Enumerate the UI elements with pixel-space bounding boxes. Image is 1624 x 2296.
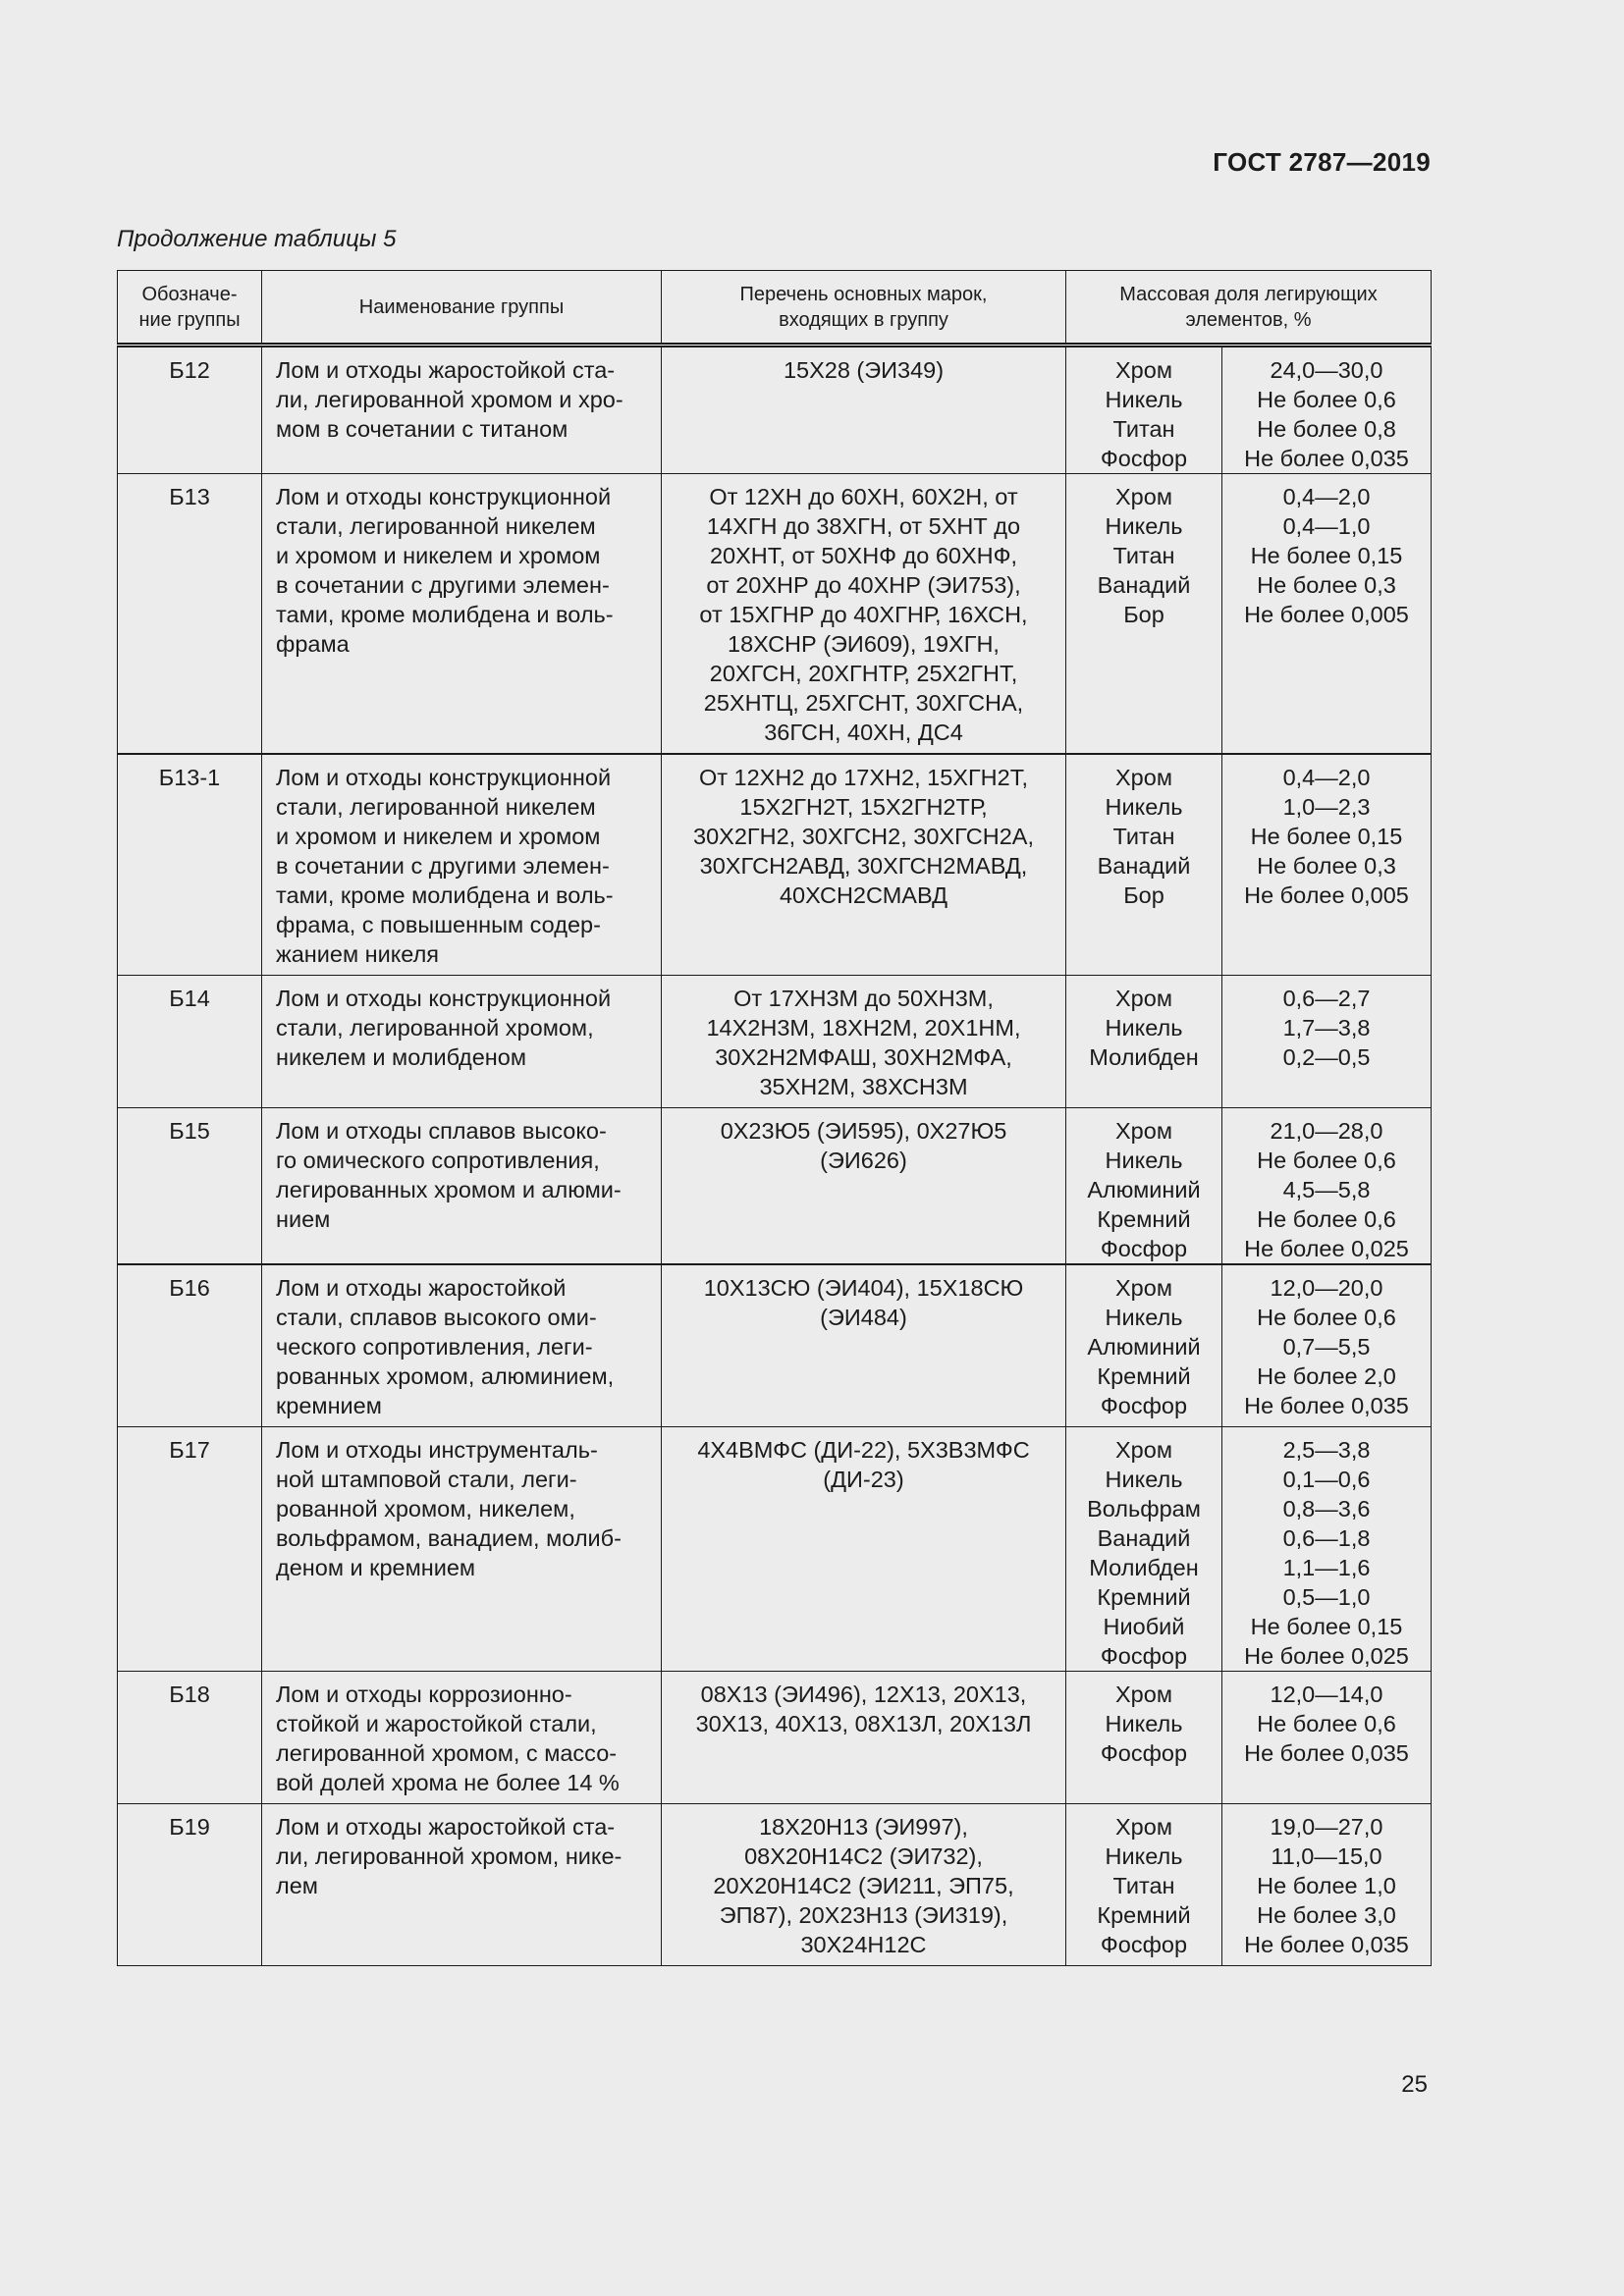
steel-grades-cell: 4Х4ВМФС (ДИ-22), 5Х3В3МФС (ДИ-23) [662, 1427, 1066, 1672]
steel-grades-cell: От 17ХН3М до 50ХН3М, 14Х2Н3М, 18ХН2М, 20Х1НМ, 30Х2Н2МФАШ, 30ХН2МФА, 35ХН2М, 38ХСН3М [662, 976, 1066, 1108]
document-number: ГОСТ 2787—2019 [1213, 147, 1431, 177]
table-header-row [118, 271, 1432, 346]
group-name-cell: Лом и отходы жаростойкой ста- ли, легированной хромом и хро- мом в сочетании с титаном [262, 346, 662, 474]
group-name-cell: Лом и отходы конструкционной стали, легированной никелем и хромом и никелем и хромом в сочетании с другими элемен- тами, кроме молибдена и воль- фрама, с повышенным содер- жанием никеля [262, 754, 662, 976]
steel-grades-cell: От 12ХН до 60ХН, 60Х2Н, от 14ХГН до 38ХГН, от 5ХНТ до 20ХНТ, от 50ХНФ до 60ХНФ, от 20ХНР до 40ХНР (ЭИ753), от 15ХГНР до 40ХГНР, 16ХСН, 18ХСНР (ЭИ609), 19ХГН, 20ХГСН, 20ХГНТР, 25Х2ГНТ, 25ХНТЦ, 25ХГСНТ, 30ХГСНА, 36ГСН, 40ХН, ДС4 [662, 474, 1066, 755]
alloying-elements-cell: Хром Никель Молибден [1066, 976, 1222, 1108]
group-code-cell: Б15 [118, 1108, 262, 1265]
group-code-cell: Б17 [118, 1427, 262, 1672]
group-code-cell: Б14 [118, 976, 262, 1108]
table-row [118, 1672, 1432, 1804]
page-number: 25 [1401, 2071, 1428, 2098]
group-code-cell: Б13-1 [118, 754, 262, 976]
alloying-values-cell: 2,5—3,8 0,1—0,6 0,8—3,6 0,6—1,8 1,1—1,6 0,5—1,0 Не более 0,15 Не более 0,025 [1222, 1427, 1432, 1672]
table-caption: Продолжение таблицы 5 [117, 226, 397, 252]
table-body [118, 346, 1432, 1966]
alloying-elements-cell: Хром Никель Титан Фосфор [1066, 346, 1222, 474]
table-row [118, 1804, 1432, 1966]
steel-grades-cell: 0Х23Ю5 (ЭИ595), 0Х27Ю5 (ЭИ626) [662, 1108, 1066, 1265]
column-header-name: Наименование группы [262, 271, 662, 346]
alloying-elements-cell: Хром Никель Титан Кремний Фосфор [1066, 1804, 1222, 1966]
steel-grades-cell: От 12ХН2 до 17ХН2, 15ХГН2Т, 15Х2ГН2Т, 15Х2ГН2ТР, 30Х2ГН2, 30ХГСН2, 30ХГСН2А, 30ХГСН2АВД, 30ХГСН2МАВД, 40ХСН2СМАВД [662, 754, 1066, 976]
column-header-code: Обозначе- ние группы [118, 271, 262, 346]
group-code-cell: Б13 [118, 474, 262, 755]
steel-grades-cell: 10Х13СЮ (ЭИ404), 15Х18СЮ (ЭИ484) [662, 1264, 1066, 1427]
alloying-values-cell: 12,0—14,0 Не более 0,6 Не более 0,035 [1222, 1672, 1432, 1804]
group-name-cell: Лом и отходы жаростойкой стали, сплавов высокого оми- ческого сопротивления, леги- рованных хромом, алюминием, кремнием [262, 1264, 662, 1427]
steel-grades-cell: 08Х13 (ЭИ496), 12Х13, 20Х13, 30Х13, 40Х13, 08Х13Л, 20Х13Л [662, 1672, 1066, 1804]
group-code-cell: Б12 [118, 346, 262, 474]
alloying-elements-cell: Хром Никель Вольфрам Ванадий Молибден Кремний Ниобий Фосфор [1066, 1427, 1222, 1672]
column-header-grades: Перечень основных марок, входящих в группу [662, 271, 1066, 346]
alloying-values-cell: 0,4—2,0 0,4—1,0 Не более 0,15 Не более 0,3 Не более 0,005 [1222, 474, 1432, 755]
alloying-values-cell: 21,0—28,0 Не более 0,6 4,5—5,8 Не более 0,6 Не более 0,025 [1222, 1108, 1432, 1265]
group-name-cell: Лом и отходы жаростойкой ста- ли, легированной хромом, нике- лем [262, 1804, 662, 1966]
group-code-cell: Б18 [118, 1672, 262, 1804]
table-row [118, 754, 1432, 976]
group-code-cell: Б16 [118, 1264, 262, 1427]
column-header-alloying-fraction: Массовая доля легирующих элементов, % [1066, 271, 1432, 346]
group-code-cell: Б19 [118, 1804, 262, 1966]
group-name-cell: Лом и отходы сплавов высоко- го омического сопротивления, легированных хромом и алюми- нием [262, 1108, 662, 1265]
group-name-cell: Лом и отходы конструкционной стали, легированной никелем и хромом и никелем и хромом в сочетании с другими элемен- тами, кроме молибдена и воль- фрама [262, 474, 662, 755]
group-name-cell: Лом и отходы коррозионно- стойкой и жаростойкой стали, легированной хромом, с массо- вой долей хрома не более 14 % [262, 1672, 662, 1804]
steel-grades-cell: 18Х20Н13 (ЭИ997), 08Х20Н14С2 (ЭИ732), 20Х20Н14С2 (ЭИ211, ЭП75, ЭП87), 20Х23Н13 (ЭИ319), 30Х24Н12С [662, 1804, 1066, 1966]
table-row [118, 1108, 1432, 1265]
alloying-elements-cell: Хром Никель Фосфор [1066, 1672, 1222, 1804]
alloying-elements-cell: Хром Никель Алюминий Кремний Фосфор [1066, 1108, 1222, 1265]
table-row [118, 474, 1432, 755]
alloying-values-cell: 24,0—30,0 Не более 0,6 Не более 0,8 Не более 0,035 [1222, 346, 1432, 474]
alloying-values-cell: 0,6—2,7 1,7—3,8 0,2—0,5 [1222, 976, 1432, 1108]
alloying-values-cell: 12,0—20,0 Не более 0,6 0,7—5,5 Не более 2,0 Не более 0,035 [1222, 1264, 1432, 1427]
alloying-elements-cell: Хром Никель Титан Ванадий Бор [1066, 754, 1222, 976]
alloying-elements-cell: Хром Никель Алюминий Кремний Фосфор [1066, 1264, 1222, 1427]
group-name-cell: Лом и отходы инструменталь- ной штамповой стали, леги- рованной хромом, никелем, вольфрамом, ванадием, молиб- деном и кремнием [262, 1427, 662, 1672]
table-row [118, 346, 1432, 474]
alloying-values-cell: 0,4—2,0 1,0—2,3 Не более 0,15 Не более 0,3 Не более 0,005 [1222, 754, 1432, 976]
alloy-groups-table [117, 270, 1432, 1966]
alloying-values-cell: 19,0—27,0 11,0—15,0 Не более 1,0 Не более 3,0 Не более 0,035 [1222, 1804, 1432, 1966]
group-name-cell: Лом и отходы конструкционной стали, легированной хромом, никелем и молибденом [262, 976, 662, 1108]
table-row [118, 1264, 1432, 1427]
alloying-elements-cell: Хром Никель Титан Ванадий Бор [1066, 474, 1222, 755]
table-row [118, 976, 1432, 1108]
table-row [118, 1427, 1432, 1672]
steel-grades-cell: 15Х28 (ЭИ349) [662, 346, 1066, 474]
